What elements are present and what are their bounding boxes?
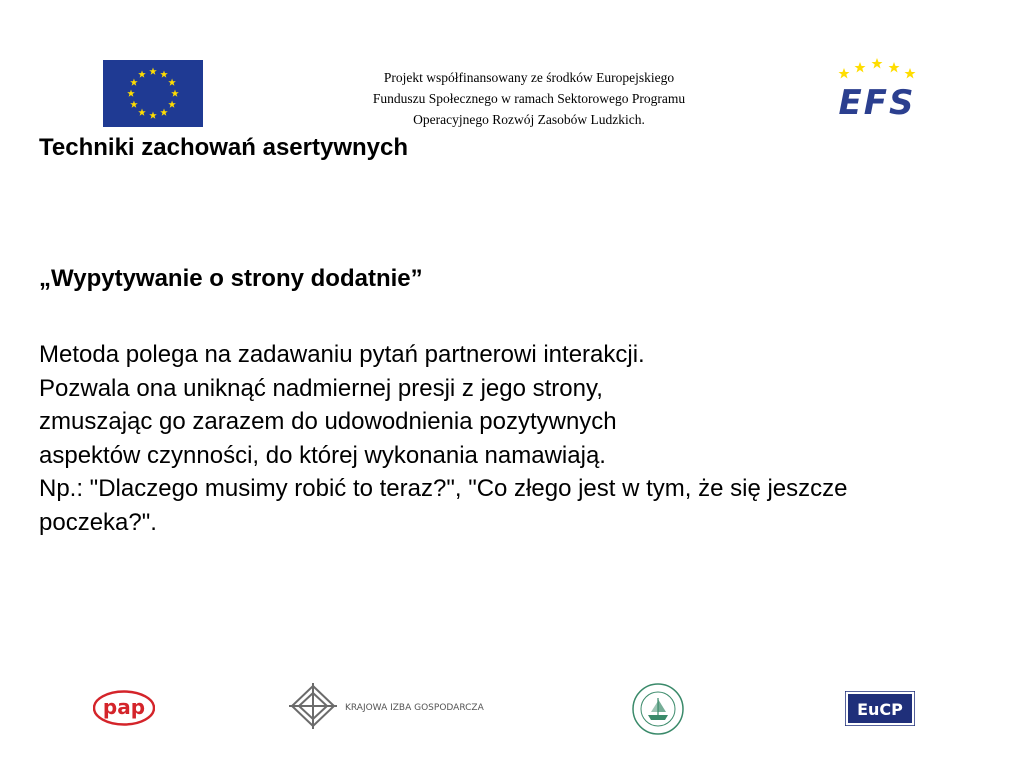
eu-star xyxy=(149,112,157,119)
sgh-logo xyxy=(631,682,685,736)
body-line: Metoda polega na zadawaniu pytań partnerowi interakcji. xyxy=(39,341,645,368)
eu-star xyxy=(130,79,138,86)
eucp-logo xyxy=(845,691,915,726)
body-line: Np.: "Dlaczego musimy robić to teraz?", "Co złego jest w tym, że się jeszcze xyxy=(39,475,848,502)
eucp-logo-text: EuCP xyxy=(857,700,903,719)
funding-line: Projekt współfinansowany ze środków Europejskiego xyxy=(383,70,675,85)
eu-star xyxy=(171,90,179,97)
pap-logo xyxy=(93,690,155,726)
eu-star xyxy=(138,70,146,77)
funding-line: Operacyjnego Rozwój Zasobów Ludzkich. xyxy=(413,112,645,127)
kig-logo xyxy=(289,683,504,729)
eu-flag-logo xyxy=(103,60,203,127)
eu-star xyxy=(127,90,135,97)
body-line: poczeka?". xyxy=(39,508,157,536)
eu-star xyxy=(160,109,168,116)
slide-body xyxy=(39,338,1009,539)
eu-star xyxy=(130,101,138,108)
funding-line: Funduszu Społecznego w ramach Sektorowego Programu xyxy=(372,91,686,106)
efs-logo xyxy=(832,58,922,120)
slide-title: Techniki zachowań asertywnych xyxy=(39,134,409,161)
eu-star xyxy=(138,109,146,116)
funding-notice xyxy=(322,67,736,130)
slide-subtitle: „Wypytywanie o strony dodatnie” xyxy=(39,265,423,292)
eu-star xyxy=(168,79,176,86)
eu-star xyxy=(160,70,168,77)
kig-logo-text: KRAJOWA IZBA GOSPODARCZA xyxy=(345,703,484,713)
pap-logo-text: pap xyxy=(102,695,146,719)
eu-star xyxy=(168,101,176,108)
body-line: aspektów czynności, do której wykonania namawiają. xyxy=(39,441,606,469)
efs-logo-text: EFS xyxy=(838,83,916,120)
eu-star xyxy=(149,68,157,75)
body-line: Pozwala ona uniknąć nadmiernej presji z jego strony, xyxy=(39,374,603,402)
body-line: zmuszając go zarazem do udowodnienia pozytywnych xyxy=(39,408,617,435)
